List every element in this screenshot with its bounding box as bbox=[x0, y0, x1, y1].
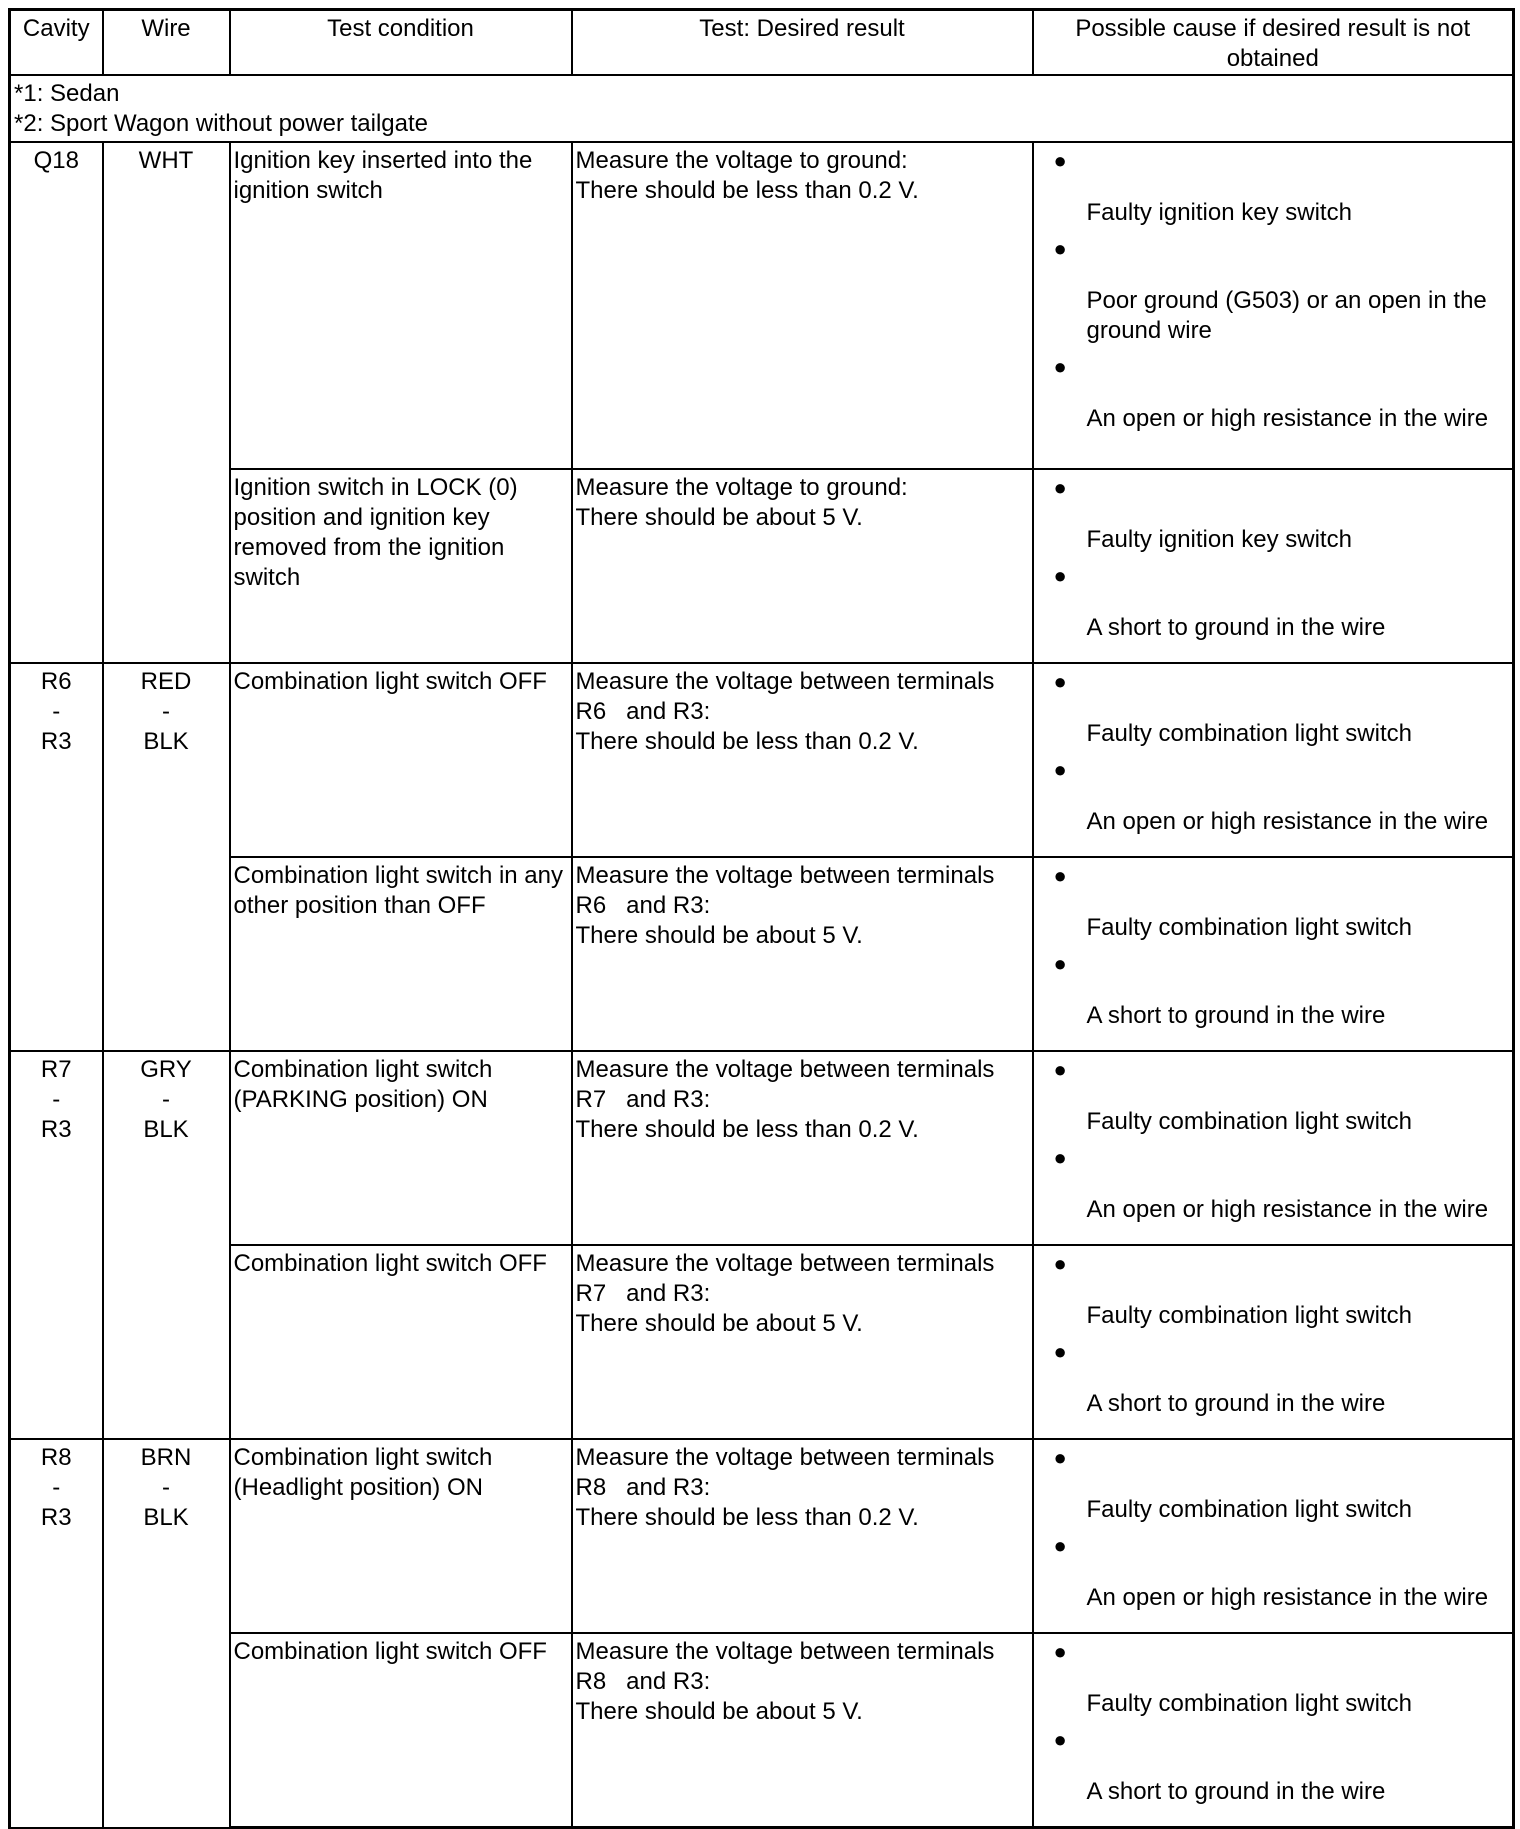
desired-result-cell bbox=[572, 142, 1033, 469]
cavity-cell bbox=[10, 142, 103, 663]
wire-color: RED bbox=[140, 668, 192, 695]
table-row bbox=[10, 1051, 1514, 1245]
result-line: There should be less than 0.2 V. bbox=[575, 728, 919, 755]
possible-cause-cell bbox=[1033, 1051, 1514, 1245]
cause-item bbox=[1037, 1055, 1510, 1143]
bullet-icon: ● bbox=[1053, 951, 1067, 976]
result-line: R7 and R3: bbox=[575, 1086, 711, 1113]
header-desired-result: Test: Desired result bbox=[572, 10, 1033, 76]
cause-list bbox=[1037, 861, 1510, 1037]
cause-item bbox=[1037, 1443, 1510, 1531]
bullet-icon: ● bbox=[1053, 563, 1067, 588]
table-row bbox=[10, 469, 1514, 663]
result-line: R8 and R3: bbox=[575, 1474, 711, 1501]
test-condition-cell bbox=[230, 857, 572, 1051]
table-row bbox=[10, 857, 1514, 1051]
cavity-value: R7 bbox=[40, 1056, 72, 1083]
cause-text: Faulty combination light switch bbox=[1086, 914, 1412, 941]
wire-color: BRN bbox=[140, 1444, 192, 1471]
cause-item bbox=[1037, 234, 1510, 352]
cause-text: Faulty ignition key switch bbox=[1086, 199, 1352, 226]
notes-row bbox=[10, 75, 1514, 142]
cause-list bbox=[1037, 1249, 1510, 1425]
cause-text: A short to ground in the wire bbox=[1086, 1778, 1386, 1805]
bullet-icon: ● bbox=[1053, 669, 1067, 694]
bullet-icon: ● bbox=[1053, 863, 1067, 888]
cavity-separator: - bbox=[52, 698, 61, 725]
desired-result-cell bbox=[572, 1245, 1033, 1439]
cause-text: Faulty ignition key switch bbox=[1086, 526, 1352, 553]
header-row bbox=[10, 10, 1514, 76]
result-line: R7 and R3: bbox=[575, 1280, 711, 1307]
wire-color: BLK bbox=[143, 728, 189, 755]
test-condition-text: Ignition switch in LOCK (0) position and ignition key removed from the ignition switch bbox=[233, 474, 518, 591]
cause-list bbox=[1037, 1637, 1510, 1813]
test-condition-text: Combination light switch OFF bbox=[233, 1250, 547, 1277]
cause-list bbox=[1037, 1055, 1510, 1231]
wire-color: GRY bbox=[140, 1056, 192, 1083]
cause-item bbox=[1037, 1143, 1510, 1231]
bullet-icon: ● bbox=[1053, 1445, 1067, 1470]
test-condition-cell bbox=[230, 469, 572, 663]
test-condition-text: Combination light switch OFF bbox=[233, 1638, 547, 1665]
desired-result-cell bbox=[572, 857, 1033, 1051]
cause-item bbox=[1037, 667, 1510, 755]
header-wire: Wire bbox=[103, 10, 230, 76]
test-condition-text: Combination light switch OFF bbox=[233, 668, 547, 695]
diagnostic-table bbox=[8, 8, 1515, 1829]
cause-text: A short to ground in the wire bbox=[1086, 1390, 1386, 1417]
cause-text: An open or high resistance in the wire bbox=[1086, 405, 1489, 432]
note-sedan: *1: Sedan bbox=[14, 80, 120, 107]
result-line: Measure the voltage between terminals bbox=[575, 1444, 995, 1471]
result-line: Measure the voltage between terminals bbox=[575, 668, 995, 695]
desired-result-cell bbox=[572, 1051, 1033, 1245]
bullet-icon: ● bbox=[1053, 1339, 1067, 1364]
cavity-value: R8 bbox=[40, 1444, 72, 1471]
result-line: There should be about 5 V. bbox=[575, 1698, 863, 1725]
bullet-icon: ● bbox=[1053, 1639, 1067, 1664]
wire-cell bbox=[103, 663, 230, 1051]
test-condition-cell bbox=[230, 1633, 572, 1828]
wire-separator: - bbox=[162, 698, 170, 725]
test-condition-text: Combination light switch in any other position than OFF bbox=[233, 862, 563, 919]
possible-cause-cell bbox=[1033, 142, 1514, 469]
result-line: There should be about 5 V. bbox=[575, 922, 863, 949]
cause-text: Faulty combination light switch bbox=[1086, 1108, 1412, 1135]
cavity-cell bbox=[10, 1439, 103, 1828]
cause-item bbox=[1037, 1531, 1510, 1619]
bullet-icon: ● bbox=[1053, 1057, 1067, 1082]
cause-item bbox=[1037, 473, 1510, 561]
table-row bbox=[10, 1439, 1514, 1633]
cavity-cell bbox=[10, 663, 103, 1051]
possible-cause-cell bbox=[1033, 1439, 1514, 1633]
wire-separator: - bbox=[162, 1474, 170, 1501]
cause-item bbox=[1037, 755, 1510, 843]
possible-cause-cell bbox=[1033, 663, 1514, 857]
test-condition-text: Combination light switch (Headlight position) ON bbox=[233, 1444, 493, 1501]
result-line: R8 and R3: bbox=[575, 1668, 711, 1695]
possible-cause-cell bbox=[1033, 1633, 1514, 1828]
bullet-icon: ● bbox=[1053, 1251, 1067, 1276]
cause-item bbox=[1037, 352, 1510, 440]
cause-text: Faulty combination light switch bbox=[1086, 1690, 1412, 1717]
table-row bbox=[10, 1633, 1514, 1828]
test-condition-cell bbox=[230, 663, 572, 857]
table-row bbox=[10, 663, 1514, 857]
result-line: Measure the voltage to ground: bbox=[575, 474, 908, 501]
possible-cause-cell bbox=[1033, 469, 1514, 663]
cause-item bbox=[1037, 1637, 1510, 1725]
result-line: R6 and R3: bbox=[575, 698, 711, 725]
test-condition-text: Ignition key inserted into the ignition switch bbox=[233, 147, 533, 204]
cavity-separator: - bbox=[52, 1086, 61, 1113]
possible-cause-cell bbox=[1033, 1245, 1514, 1439]
cause-list bbox=[1037, 667, 1510, 843]
bullet-icon: ● bbox=[1053, 354, 1067, 379]
desired-result-cell bbox=[572, 1633, 1033, 1828]
result-line: R6 and R3: bbox=[575, 892, 711, 919]
result-line: There should be less than 0.2 V. bbox=[575, 1504, 919, 1531]
cause-item bbox=[1037, 1725, 1510, 1813]
possible-cause-cell bbox=[1033, 857, 1514, 1051]
wire-color: WHT bbox=[138, 147, 194, 174]
header-cavity: Cavity bbox=[10, 10, 103, 76]
bullet-icon: ● bbox=[1053, 236, 1067, 261]
cavity-value: R3 bbox=[40, 1116, 72, 1143]
cause-text: A short to ground in the wire bbox=[1086, 1002, 1386, 1029]
cause-text: Faulty combination light switch bbox=[1086, 1302, 1412, 1329]
wire-color: BLK bbox=[143, 1504, 189, 1531]
test-condition-text: Combination light switch (PARKING position) ON bbox=[233, 1056, 493, 1113]
desired-result-cell bbox=[572, 1439, 1033, 1633]
bullet-icon: ● bbox=[1053, 148, 1067, 173]
cause-text: An open or high resistance in the wire bbox=[1086, 1196, 1489, 1223]
cause-item bbox=[1037, 146, 1510, 234]
result-line: There should be less than 0.2 V. bbox=[575, 177, 919, 204]
result-line: There should be about 5 V. bbox=[575, 504, 863, 531]
cause-text: A short to ground in the wire bbox=[1086, 614, 1386, 641]
result-line: Measure the voltage to ground: bbox=[575, 147, 908, 174]
cause-text: An open or high resistance in the wire bbox=[1086, 1584, 1489, 1611]
bullet-icon: ● bbox=[1053, 1145, 1067, 1170]
header-possible-cause: Possible cause if desired result is not obtained bbox=[1033, 10, 1514, 76]
bullet-icon: ● bbox=[1053, 475, 1067, 500]
cause-text: Poor ground (G503) or an open in the ground wire bbox=[1086, 287, 1487, 344]
bullet-icon: ● bbox=[1053, 1727, 1067, 1752]
result-line: Measure the voltage between terminals bbox=[575, 1638, 995, 1665]
wire-separator: - bbox=[162, 1086, 170, 1113]
notes-cell bbox=[10, 75, 1514, 142]
cavity-value: R3 bbox=[40, 1504, 72, 1531]
desired-result-cell bbox=[572, 663, 1033, 857]
result-line: Measure the voltage between terminals bbox=[575, 1250, 995, 1277]
cause-item bbox=[1037, 949, 1510, 1037]
test-condition-cell bbox=[230, 1051, 572, 1245]
result-line: Measure the voltage between terminals bbox=[575, 862, 995, 889]
cause-list bbox=[1037, 146, 1510, 440]
bullet-icon: ● bbox=[1053, 757, 1067, 782]
test-condition-cell bbox=[230, 142, 572, 469]
cause-list bbox=[1037, 473, 1510, 649]
wire-color: BLK bbox=[143, 1116, 189, 1143]
cause-text: Faulty combination light switch bbox=[1086, 720, 1412, 747]
test-condition-cell bbox=[230, 1439, 572, 1633]
desired-result-cell bbox=[572, 469, 1033, 663]
wire-cell bbox=[103, 142, 230, 663]
cause-item bbox=[1037, 861, 1510, 949]
test-condition-cell bbox=[230, 1245, 572, 1439]
cavity-separator: - bbox=[52, 1474, 61, 1501]
cavity-value: R6 bbox=[40, 668, 72, 695]
wire-cell bbox=[103, 1439, 230, 1828]
cause-list bbox=[1037, 1443, 1510, 1619]
cause-item bbox=[1037, 1249, 1510, 1337]
header-test-condition: Test condition bbox=[230, 10, 572, 76]
bullet-icon: ● bbox=[1053, 1533, 1067, 1558]
wire-cell bbox=[103, 1051, 230, 1439]
table-row bbox=[10, 142, 1514, 469]
cause-item bbox=[1037, 561, 1510, 649]
result-line: There should be about 5 V. bbox=[575, 1310, 863, 1337]
cause-item bbox=[1037, 1337, 1510, 1425]
cause-text: Faulty combination light switch bbox=[1086, 1496, 1412, 1523]
result-line: There should be less than 0.2 V. bbox=[575, 1116, 919, 1143]
cavity-value: R3 bbox=[40, 728, 72, 755]
note-sport-wagon: *2: Sport Wagon without power tailgate bbox=[14, 110, 429, 137]
result-line: Measure the voltage between terminals bbox=[575, 1056, 995, 1083]
cavity-value: Q18 bbox=[33, 147, 79, 174]
table-row bbox=[10, 1245, 1514, 1439]
cause-text: An open or high resistance in the wire bbox=[1086, 808, 1489, 835]
cavity-cell bbox=[10, 1051, 103, 1439]
